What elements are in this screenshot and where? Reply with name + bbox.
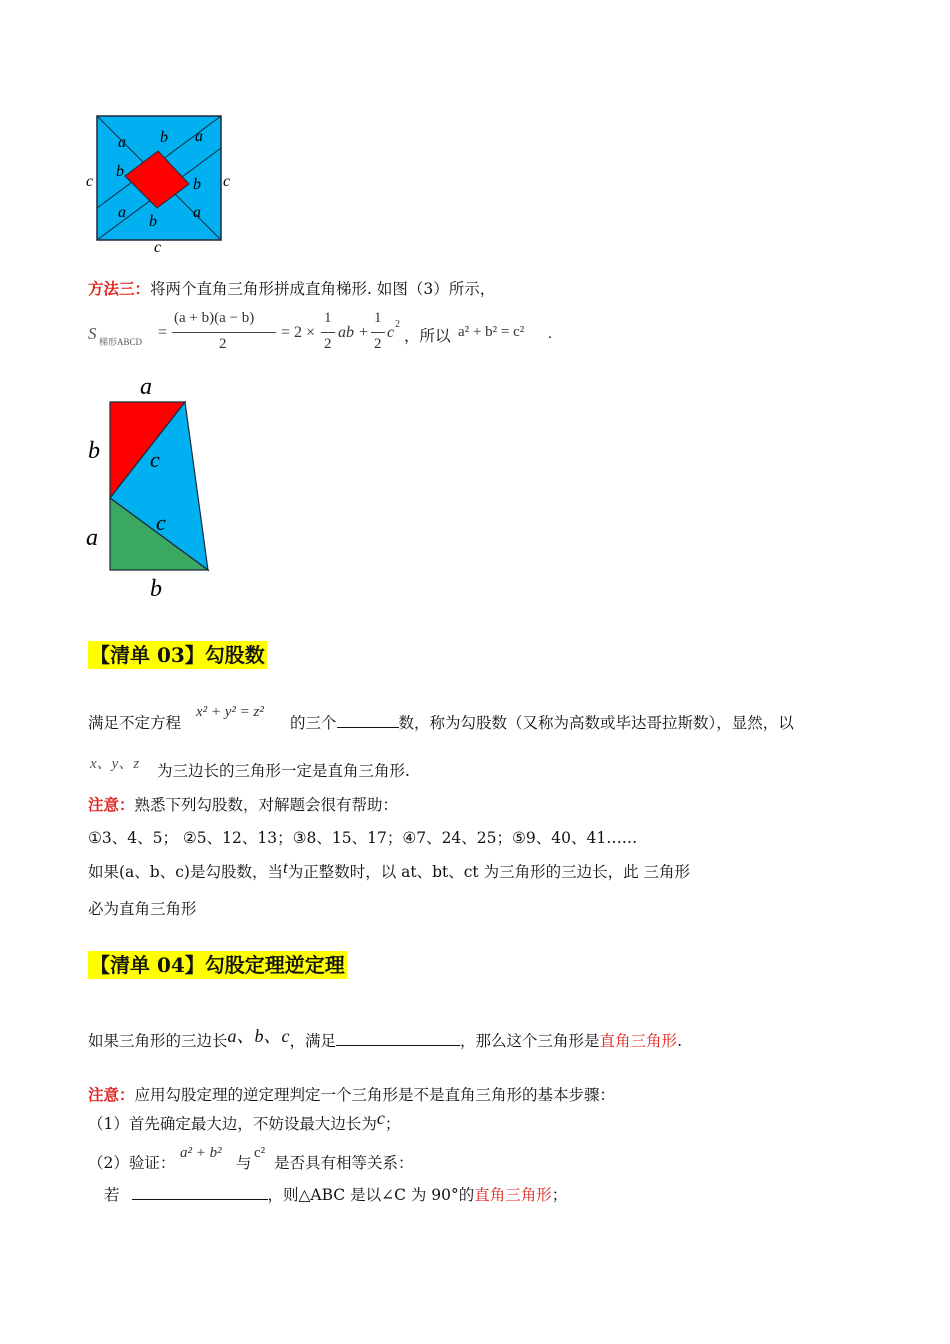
s03-p3-t: t <box>282 858 288 877</box>
s04-note-text: 应用勾股定理的逆定理判定一个三角形是不是直角三角形的基本步骤： <box>134 1086 616 1104</box>
s03-p1-c: 数，称为勾股数（又称为高数或毕达哥拉斯数），显然，以 <box>398 714 794 732</box>
label-a-1: a <box>118 134 126 151</box>
s04-step3 <box>104 1185 567 1205</box>
s04-p1-a: 如果三角形的三边长 <box>88 1032 228 1050</box>
s04-note-label: 注意： <box>88 1085 135 1104</box>
formula-half-bar <box>321 332 335 333</box>
s03-p1-b: 的三个 <box>290 714 337 732</box>
s04-step2 <box>88 1153 175 1173</box>
s03-blank-1 <box>337 713 399 728</box>
trapezoid-area-formula <box>88 310 568 360</box>
label-c-bottom: c <box>154 239 162 256</box>
s04-p1-c: ，那么这个三角形是 <box>460 1032 600 1050</box>
section03-heading: 【清单 03】勾股数 <box>90 643 265 667</box>
s03-para4: 必为直角三角形 <box>88 900 197 918</box>
s03-para3 <box>88 858 691 882</box>
section03-para1 <box>88 713 181 733</box>
label-b-2: b <box>116 163 124 180</box>
s03-p3-b: 为正整数时，以 at、bt、ct 为三角形的三边长，此 三角形 <box>287 863 691 881</box>
formula-half-num: 1 <box>324 310 332 326</box>
label-b-3: b <box>193 176 201 193</box>
s03-equation: x² + y² = z² <box>196 704 264 720</box>
label-c-left: c <box>86 173 94 190</box>
s04-step1 <box>88 1108 401 1134</box>
pythagoras-square-figure <box>80 108 245 258</box>
formula-ab: ab + <box>338 324 369 341</box>
formula-half2-den: 2 <box>374 336 382 352</box>
label-a-4: a <box>193 204 201 221</box>
s04-p1-vars: a、b、c <box>227 1026 290 1046</box>
formula-frac1-num: (a + b)(a − b) <box>174 310 255 326</box>
label-bottom-b: b <box>150 576 162 602</box>
s04-step3-end: ； <box>551 1186 568 1204</box>
formula-conclusion: a² + b² = c² <box>458 324 525 340</box>
formula-half2-num: 1 <box>374 310 382 326</box>
s04-blank-1 <box>336 1031 460 1046</box>
s04-step2-c: 是否具有相等关系： <box>274 1154 414 1172</box>
s04-step2-c2: c² <box>254 1145 266 1161</box>
formula-half-den: 2 <box>324 336 332 352</box>
s04-p1-red: 直角三角形 <box>599 1032 678 1050</box>
s04-step3-red: 直角三角形 <box>474 1186 552 1204</box>
s03-p3-a: 如果(a、b、c)是勾股数，当 <box>88 863 283 881</box>
formula-c-exp: 2 <box>395 319 400 330</box>
s04-p1-b: ，满足 <box>289 1032 337 1050</box>
s04-blank-2 <box>132 1185 268 1200</box>
s03-para2-text: 为三边长的三角形一定是直角三角形. <box>157 762 410 780</box>
label-c-right: c <box>223 173 231 190</box>
trapezoid-figure <box>80 370 230 605</box>
s04-note <box>88 1085 615 1105</box>
formula-eq2: = 2 × <box>281 324 316 341</box>
s03-pythagorean-list: ①3、4、5； ②5、12、13；③8、15、17；④7、24、25；⑤9、40、41…… <box>88 829 638 847</box>
s04-step2-expr: a² + b² <box>180 1145 222 1161</box>
s03-vars: x、y、z <box>90 756 140 772</box>
label-a-2: a <box>195 128 203 145</box>
s04-para1 <box>88 1026 682 1051</box>
s04-step2-b: 与 <box>236 1154 252 1172</box>
formula-half2-bar <box>371 332 385 333</box>
s04-p1-end: . <box>677 1032 682 1050</box>
label-left-a: a <box>86 525 98 551</box>
formula-c: c <box>387 324 395 341</box>
formula-eq1: = <box>158 324 168 341</box>
formula-frac1-den: 2 <box>219 336 227 352</box>
formula-subscript: 梯形ABCD <box>99 337 143 347</box>
section04-heading: 【清单 04】勾股定理逆定理 <box>90 953 345 977</box>
s04-step3-b: ，则△ABC 是以∠C 为 90°的 <box>267 1186 475 1204</box>
s03-para1-rest <box>290 713 794 733</box>
s03-note-text: 熟悉下列勾股数，对解题会很有帮助： <box>134 796 399 814</box>
label-mid-c2: c <box>156 510 166 535</box>
s03-note-label: 注意： <box>88 795 135 814</box>
s03-note <box>88 795 398 815</box>
s04-step1-var: c <box>376 1108 385 1128</box>
s04-step3-a: 若 <box>104 1186 120 1204</box>
label-left-b: b <box>88 438 100 464</box>
label-top-a: a <box>140 374 152 400</box>
method3-text: 将两个直角三角形拼成直角梯形. 如图（3）所示， <box>150 280 496 298</box>
label-mid-c1: c <box>150 447 160 472</box>
label-a-3: a <box>118 204 126 221</box>
formula-frac1-bar <box>172 332 276 333</box>
label-b-4: b <box>149 213 157 230</box>
s04-step1-a: （1）首先确定最大边，不妨设最大边长为 <box>88 1115 377 1133</box>
s03-p1-a: 满足不定方程 <box>88 714 182 732</box>
s04-step2-a: （2）验证： <box>88 1154 176 1172</box>
method3-label: 方法三： <box>88 279 151 298</box>
s04-step1-b: ； <box>384 1115 401 1133</box>
label-b-1: b <box>160 129 168 146</box>
method3-line <box>88 279 495 299</box>
formula-period: . <box>548 326 552 342</box>
formula-suffix: ，所以 <box>404 327 451 345</box>
formula-S: S <box>88 324 97 343</box>
